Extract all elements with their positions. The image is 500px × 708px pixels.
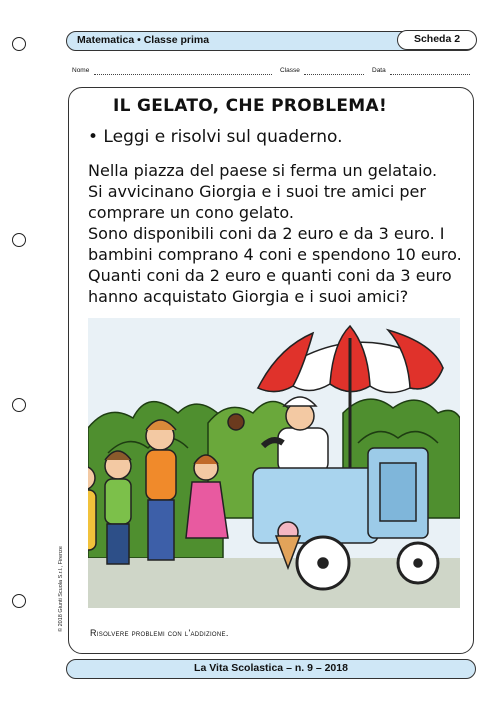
copyright-note: © 2018 Giunti Scuola S.r.l., Firenze [58,546,64,632]
name-line[interactable] [94,74,272,75]
date-label: Data [372,67,386,74]
problem-line: bambini comprano 4 coni e spendono 10 euro. [88,245,462,264]
punch-hole-3 [12,398,26,412]
sheet-number: Scheda 2 [397,30,477,50]
punch-hole-4 [12,594,26,608]
subject-label: Matematica • Classe prima [77,34,210,46]
instruction: • Leggi e risolvi sul quaderno. [88,127,343,147]
punch-hole-1 [12,37,26,51]
header-bar [66,31,476,51]
page-title: IL GELATO, CHE PROBLEMA! [112,96,388,116]
date-line[interactable] [390,74,470,75]
name-label: Nome [72,67,90,74]
problem-line: comprare un cono gelato. [88,203,294,222]
problem-text [88,160,463,307]
punch-hole-2 [12,233,26,247]
problem-line: Quanti coni da 2 euro e quanti coni da 3 euro [88,266,452,285]
ice-cream-illustration [88,318,460,608]
problem-line: Sono disponibili coni da 2 euro e da 3 euro. I [88,224,445,243]
learning-objective: Risolvere problemi con l'addizione. [90,628,229,638]
footer-bar: La Vita Scolastica – n. 9 – 2018 [66,659,476,679]
problem-line: Nella piazza del paese si ferma un gelataio. [88,161,438,180]
problem-line: hanno acquistato Giorgia e i suoi amici? [88,287,409,306]
problem-line: Si avvicinano Giorgia e i suoi tre amici per [88,182,426,201]
class-line[interactable] [304,74,364,75]
class-label: Classe [280,67,300,74]
